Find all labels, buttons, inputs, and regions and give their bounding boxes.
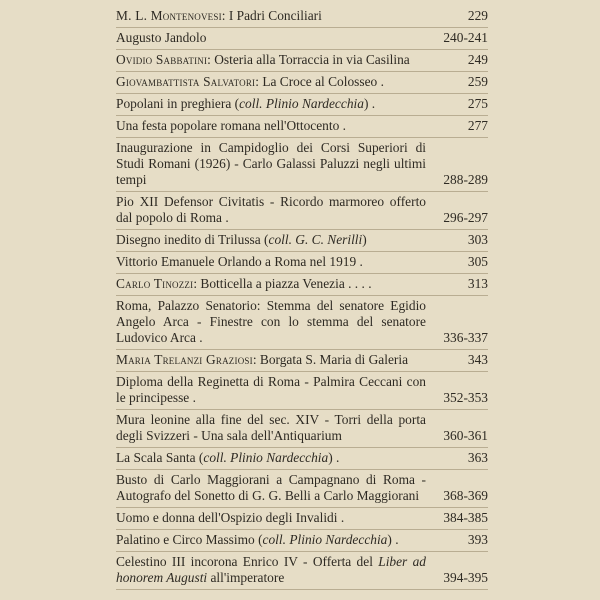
- toc-entry: [116, 552, 488, 590]
- toc-entry: [116, 252, 488, 274]
- entry-suffix: .: [356, 254, 363, 269]
- entry-suffix: all'imperatore: [207, 570, 285, 585]
- toc-entry: [116, 274, 488, 296]
- entry-title: Roma, Palazzo Senatorio: Stemma del senatore Egidio Angelo Arca - Finestre con lo stemma del senatore Ludovico Arca: [116, 298, 426, 345]
- entry-separator: :: [255, 74, 263, 89]
- entry-title: Palatino e Circo Massimo (: [116, 532, 263, 547]
- entry-title: Osteria alla Torraccia in via Casilina: [214, 52, 410, 67]
- entry-author: M. L. Montenovesi: [116, 8, 222, 23]
- entry-page-number: 368-369: [443, 488, 488, 503]
- entry-suffix: . . . .: [344, 276, 372, 291]
- entry-suffix: .: [195, 330, 203, 345]
- entry-page-number: 305: [467, 254, 488, 269]
- entry-separator: :: [193, 276, 201, 291]
- entry-suffix: .: [189, 390, 196, 405]
- entry-title: Pio XII Defensor Civitatis - Ricordo marmoreo offerto dal popolo di Roma: [116, 194, 426, 225]
- entry-note: coll. Plinio Nardecchia: [203, 450, 329, 465]
- toc-entry: [116, 530, 488, 552]
- entry-note: Liber ad honorem Augusti: [116, 554, 426, 585]
- entry-suffix: .: [222, 210, 229, 225]
- entry-note: coll. G. C. Nerilli: [268, 232, 363, 247]
- entry-title: Una festa popolare romana nell'Ottocento: [116, 118, 340, 133]
- entry-page-number: 336-337: [443, 330, 488, 345]
- entry-page-number: 360-361: [443, 428, 488, 443]
- entry-page-number: 313: [467, 276, 488, 291]
- entry-page-number: 229: [467, 8, 488, 23]
- toc-entry: [116, 50, 488, 72]
- toc-entry: [116, 94, 488, 116]
- entry-page-number: 394-395: [443, 570, 488, 585]
- toc-entry: [116, 138, 488, 192]
- toc-entry: [116, 28, 488, 50]
- toc-entry: [116, 72, 488, 94]
- entry-title: Busto di Carlo Maggiorani a Campagnano di Roma - Autografo del Sonetto di G. G. Belli a Carlo Maggiorani: [116, 472, 426, 503]
- entry-page-number: 384-385: [443, 510, 488, 525]
- entry-title: Uomo e donna dell'Ospizio degli Invalidi: [116, 510, 338, 525]
- entry-suffix: ): [362, 232, 367, 247]
- entry-title: Celestino III incorona Enrico IV - Offerta del: [116, 554, 379, 569]
- toc-entry: [116, 6, 488, 28]
- entry-title: Mura leonine alla fine del sec. XIV - Torri della porta degli Svizzeri - Una sala dell'Antiquarium: [116, 412, 426, 443]
- entry-title: Disegno inedito di Trilussa (: [116, 232, 269, 247]
- entry-page-number: 296-297: [443, 210, 488, 225]
- entry-page-number: 303: [467, 232, 488, 247]
- entry-suffix: ) .: [328, 450, 340, 465]
- entry-page-number: 343: [467, 352, 488, 367]
- entry-note: coll. Plinio Nardecchia: [262, 532, 388, 547]
- entry-suffix: .: [377, 74, 384, 89]
- entry-title: La Croce al Colosseo: [262, 74, 378, 89]
- entry-author: Ovidio Sabbatini: [116, 52, 208, 67]
- entry-author: Giovambattista Salvatori: [116, 74, 256, 89]
- toc-entry: [116, 296, 488, 350]
- entry-separator: :: [221, 8, 229, 23]
- entry-title: Borgata S. Maria di Galeria: [259, 352, 409, 367]
- entry-note: coll. Plinio Nardecchia: [239, 96, 364, 111]
- entry-page-number: 393: [467, 532, 488, 547]
- entry-title: La Scala Santa (: [116, 450, 204, 465]
- entry-separator: :: [207, 52, 215, 67]
- entry-suffix: ) .: [387, 532, 399, 547]
- entry-author: Carlo Tinozzi: [116, 276, 194, 291]
- toc-entry: [116, 192, 488, 230]
- entry-page-number: 277: [467, 118, 488, 133]
- entry-page-number: 249: [467, 52, 488, 67]
- toc-entry: [116, 350, 488, 372]
- entry-author: Maria Trelanzi Graziosi: [116, 352, 253, 367]
- toc-entry: [116, 448, 488, 470]
- entry-separator: :: [252, 352, 260, 367]
- entry-suffix: .: [337, 510, 345, 525]
- entry-suffix: .: [339, 118, 346, 133]
- table-of-contents: [116, 6, 488, 590]
- entry-page-number: 363: [467, 450, 488, 465]
- toc-entry: [116, 116, 488, 138]
- toc-entry: [116, 230, 488, 252]
- entry-title: Vittorio Emanuele Orlando a Roma nel 1919: [116, 254, 357, 269]
- entry-page-number: 275: [467, 96, 488, 111]
- entry-title: Botticella a piazza Venezia: [200, 276, 345, 291]
- entry-page-number: 240-241: [443, 30, 488, 45]
- entry-title: I Padri Conciliari: [228, 8, 322, 23]
- entry-page-number: 288-289: [443, 172, 488, 187]
- toc-entry: [116, 372, 488, 410]
- entry-title: Augusto Jandolo: [116, 30, 207, 45]
- entry-page-number: 352-353: [443, 390, 488, 405]
- entry-title: Popolani in preghiera (: [116, 96, 240, 111]
- toc-entry: [116, 508, 488, 530]
- entry-title: Diploma della Reginetta di Roma - Palmira Ceccani con le principesse: [116, 374, 426, 405]
- entry-title: Inaugurazione in Campidoglio dei Corsi Superiori di Studi Romani (1926) - Carlo Galassi Paluzzi negli ultimi tempi: [116, 140, 426, 187]
- toc-entry: [116, 470, 488, 508]
- entry-suffix: ) .: [363, 96, 376, 111]
- toc-entry: [116, 410, 488, 448]
- entry-page-number: 259: [467, 74, 488, 89]
